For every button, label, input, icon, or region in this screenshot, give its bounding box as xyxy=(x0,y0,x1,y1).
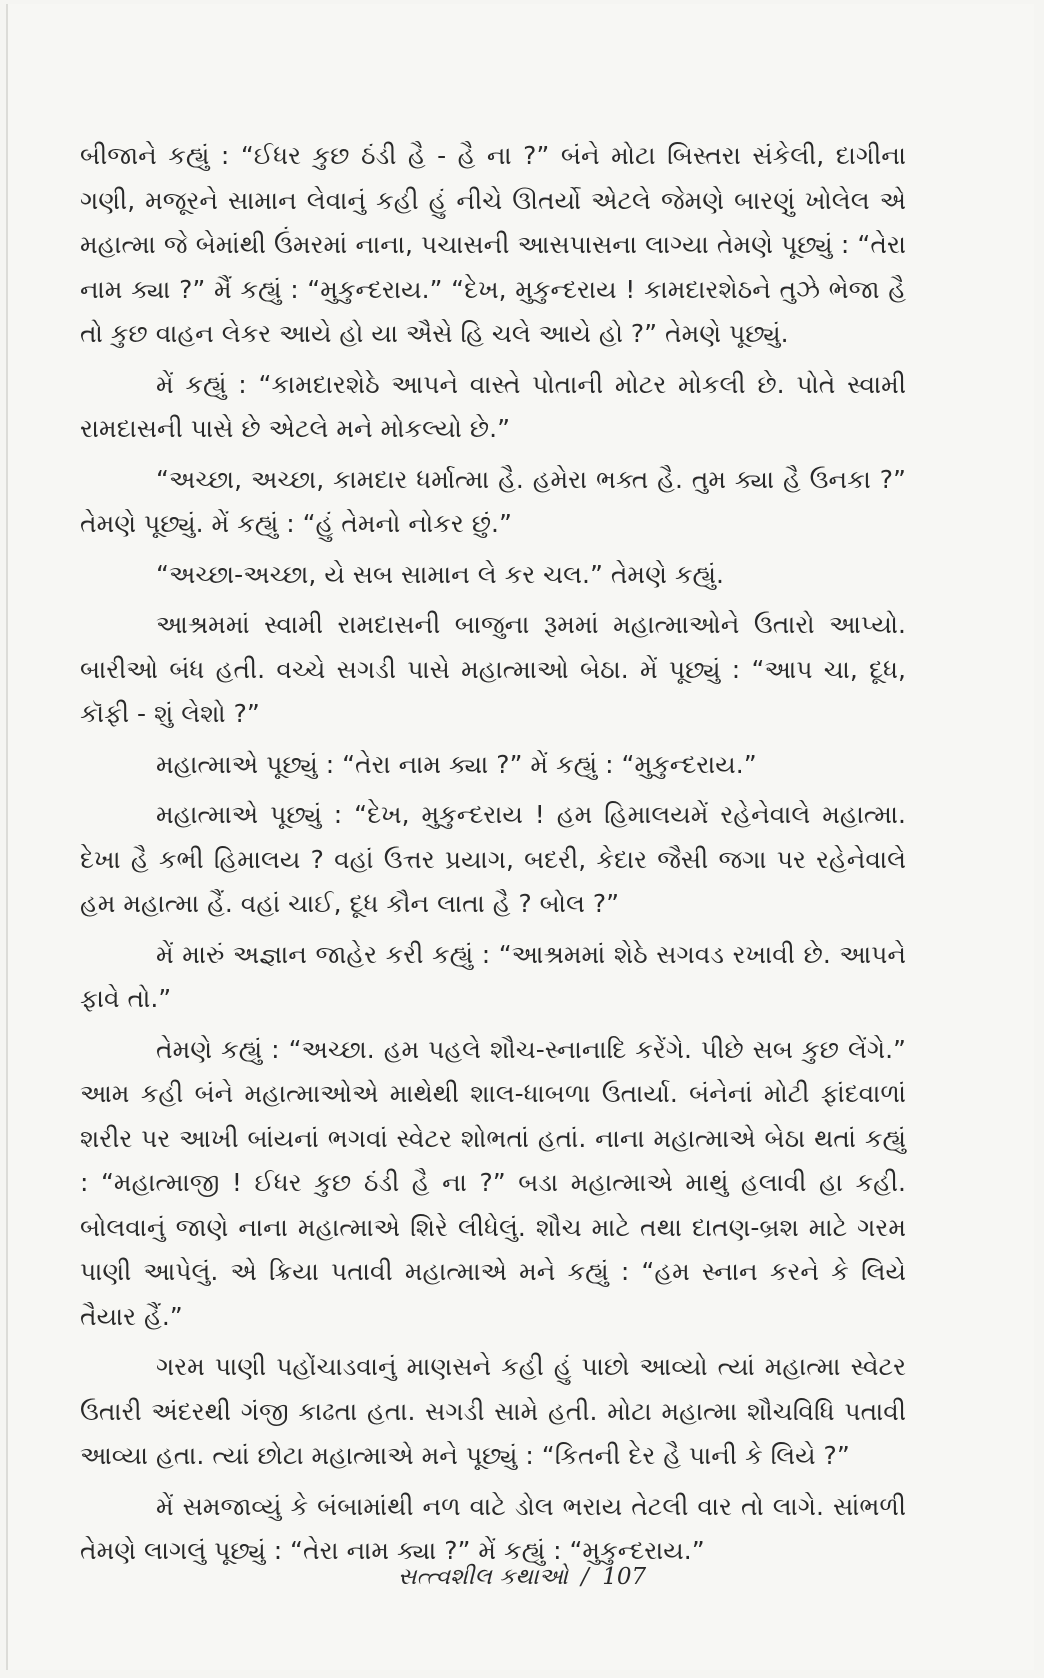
paragraph: “અચ્છા, અચ્છા, કામદાર ધર્માત્મા હૈ. હમેરા ભક્ત હૈ. તુમ ક્યા હૈ ઉનકા ?” તેમણે પૂછ્યું. મેં કહ્યું : “હું તેમનો નોકર છું.” xyxy=(80,464,906,538)
paragraph: આશ્રમમાં સ્વામી રામદાસની બાજુના રૂમમાં મહાત્માઓને ઉતારો આપ્યો. બારીઓ બંધ હતી. વચ્ચે સગડી પાસે મહાત્માઓ બેઠા. મેં પૂછ્યું : “આપ ચા, દૂધ, કૉફી - શું લેશો ?” xyxy=(80,610,906,728)
page-footer xyxy=(0,1564,1044,1590)
book-title: સત્ત્વશીલ કથાઓ xyxy=(397,1564,568,1590)
paragraph: તેમણે કહ્યું : “અચ્છા. હમ પહલે શૌચ-સ્નાનાદિ કરેંગે. પીછે સબ કુછ લેંગે.” આમ કહી બંને મહાત્માઓએ માથેથી શાલ-ધાબળા ઉતાર્યા. બંનેનાં મોટી ફાંદવાળાં શરીર પર આખી બાંયનાં ભગવાં સ્વેટર શોભતાં હતાં. નાના મહાત્માએ બેઠા થતાં કહ્યું : “મહાત્માજી ! ઈધર કુછ ઠંડી હૈ ના ?” બડા મહાત્માએ માથું હલાવી હા કહી. બોલવાનું જાણે નાના મહાત્માએ શિરે લીધેલું. શૌચ માટે તથા દાતણ-બ્રશ માટે ગરમ પાણી આપેલું. એ ક્રિયા પતાવી મહાત્માએ મને કહ્યું : “હમ સ્નાન કરને કે લિયે તૈયાર હૈં.” xyxy=(80,1034,906,1331)
paragraph: બીજાને કહ્યું : “ઈધર કુછ ઠંડી હૈ - હૈ ના ?” બંને મોટા બિસ્તરા સંકેલી, દાગીના ગણી, મજૂરને સામાન લેવાનું કહી હું નીચે ઊતર્યો એટલે જેમણે બારણું ખોલેલ એ મહાત્મા જે બેમાંથી ઉંમરમાં નાના, પચાસની આસપાસના લાગ્યા તેમણે પૂછ્યું : “તેરા નામ ક્યા ?” મૈં કહ્યું : “મુકુન્દરાય.” “દેખ, મુકુન્દરાય ! કામદારશેઠને તુઝે ભેજા હૈ તો કુછ વાહન લેકર આયે હો યા ઐસે હિ ચલે આયે હો ?” તેમણે પૂછ્યું. xyxy=(80,141,906,348)
paragraph: મહાત્માએ પૂછ્યું : “તેરા નામ ક્યા ?” મેં કહ્યું : “મુકુન્દરાય.” xyxy=(156,749,757,779)
paragraph: મહાત્માએ પૂછ્યું : “દેખ, મુકુન્દરાય ! હમ હિમાલયમેં રહેનેવાલે મહાત્મા. દેખા હૈ કભી હિમાલય ? વહાં ઉત્તર પ્રયાગ, બદરી, કેદાર જૈસી જગા પર રહેનેવાલે હમ મહાત્મા હૈં. વહાં ચાઈ, દૂધ કૌન લાતા હૈ ? બોલ ?” xyxy=(80,800,906,918)
footer-separator: / xyxy=(581,1564,589,1590)
paragraph: “અચ્છા-અચ્છા, યે સબ સામાન લે કર ચલ.” તેમણે કહ્યું. xyxy=(156,559,724,589)
paragraph: મેં કહ્યું : “કામદારશેઠે આપને વાસ્તે પોતાની મોટર મોકલી છે. પોતે સ્વામી રામદાસની પાસે છે એટલે મને મોકલ્યો છે.” xyxy=(80,369,906,443)
body-text xyxy=(80,134,906,1580)
paragraph: મેં સમજાવ્યું કે બંબામાંથી નળ વાટે ડોલ ભરાય તેટલી વાર તો લાગે. સાંભળી તેમણે લાગલું પૂછ્યું : “તેરા નામ ક્યા ?” મેં કહ્યું : “મુકુન્દરાય.” xyxy=(80,1491,906,1565)
paragraph: મેં મારું અજ્ઞાન જાહેર કરી કહ્યું : “આશ્રમમાં શેઠે સગવડ રખાવી છે. આપને ફાવે તો.” xyxy=(80,939,906,1013)
page-number: 107 xyxy=(602,1564,647,1590)
paragraph: ગરમ પાણી પહોંચાડવાનું માણસને કહી હું પાછો આવ્યો ત્યાં મહાત્મા સ્વેટર ઉતારી અંદરથી ગંજી કાઢતા હતા. સગડી સામે હતી. મોટા મહાત્મા શૌચવિધિ પતાવી આવ્યા હતા. ત્યાં છોટા મહાત્માએ મને પૂછ્યું : “કિતની દેર હૈ પાની કે લિયે ?” xyxy=(80,1352,906,1470)
